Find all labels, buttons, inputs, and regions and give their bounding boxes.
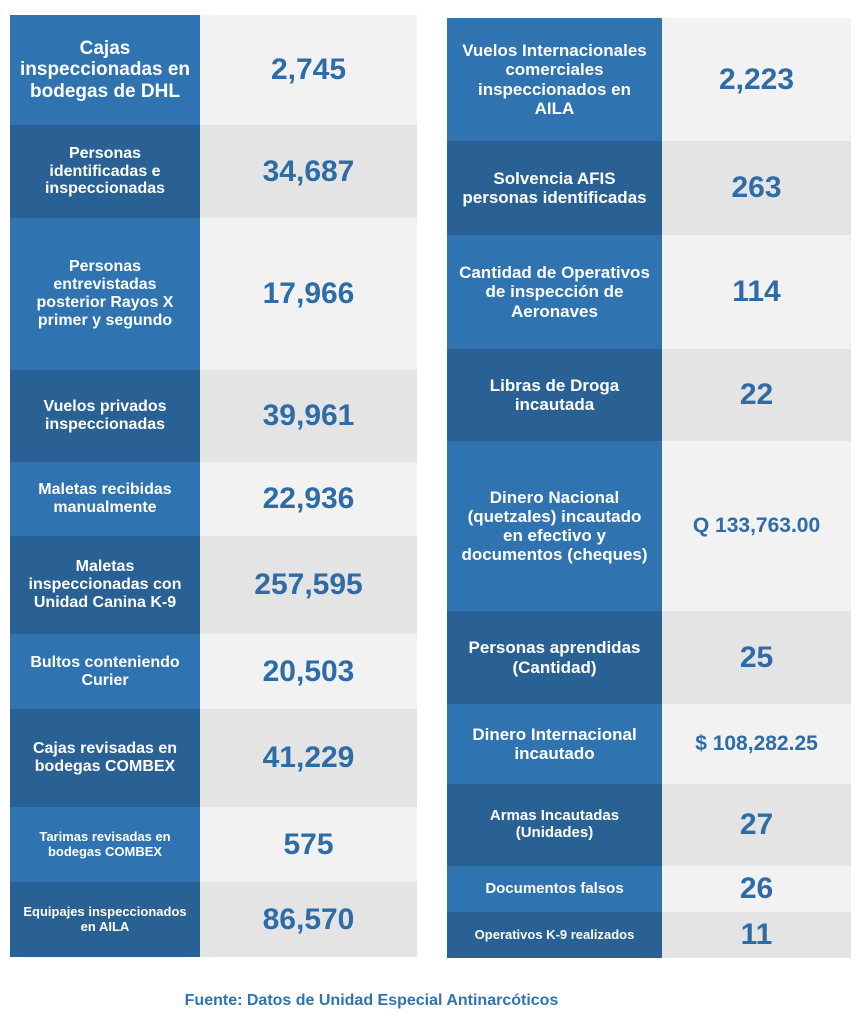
source-footnote: Fuente: Datos de Unidad Especial Antinarcóticos	[184, 992, 559, 1009]
right-stats-table	[447, 18, 851, 958]
stat-value: 25	[662, 611, 851, 704]
stat-label: Documentos falsos	[447, 866, 662, 912]
stat-row	[10, 370, 417, 462]
stat-label: Cantidad de Operativos de inspección de Aeronaves	[447, 235, 662, 349]
stat-value: 17,966	[200, 218, 417, 370]
stat-row	[10, 536, 417, 634]
stat-value: 114	[662, 235, 851, 349]
stat-value: 2,745	[200, 15, 417, 125]
stat-label: Personas identificadas e inspeccionadas	[10, 125, 200, 218]
stat-value: $ 108,282.25	[662, 704, 851, 784]
stat-row	[10, 462, 417, 536]
stat-value: 20,503	[200, 634, 417, 709]
stat-label: Armas Incautadas (Unidades)	[447, 784, 662, 866]
stat-value: 575	[200, 807, 417, 882]
stat-row	[447, 912, 851, 958]
stat-row	[10, 634, 417, 709]
stat-row	[447, 784, 851, 866]
stat-label: Bultos conteniendo Curier	[10, 634, 200, 709]
stat-label: Libras de Droga incautada	[447, 349, 662, 441]
stat-label: Equipajes inspeccionados en AILA	[10, 882, 200, 957]
stat-value: Q 133,763.00	[662, 441, 851, 611]
stat-value: 22,936	[200, 462, 417, 536]
stat-row	[10, 15, 417, 125]
stat-row	[10, 807, 417, 882]
left-stats-table	[10, 15, 417, 957]
stat-row	[447, 611, 851, 704]
stat-label: Cajas inspeccionadas en bodegas de DHL	[10, 15, 200, 125]
stat-label: Maletas recibidas manualmente	[10, 462, 200, 536]
stat-label: Personas entrevistadas posterior Rayos X primer y segundo	[10, 218, 200, 370]
stat-label: Solvencia AFIS personas identificadas	[447, 141, 662, 235]
stat-value: 2,223	[662, 18, 851, 141]
stat-label: Cajas revisadas en bodegas COMBEX	[10, 709, 200, 807]
stat-row	[447, 141, 851, 235]
stat-row	[10, 218, 417, 370]
stat-label: Personas aprendidas (Cantidad)	[447, 611, 662, 704]
stat-row	[447, 866, 851, 912]
stat-value: 257,595	[200, 536, 417, 634]
stat-label: Dinero Internacional incautado	[447, 704, 662, 784]
stat-row	[447, 704, 851, 784]
stat-row	[10, 709, 417, 807]
stat-label: Tarimas revisadas en bodegas COMBEX	[10, 807, 200, 882]
stat-row	[447, 18, 851, 141]
stat-value: 26	[662, 866, 851, 912]
stat-label: Maletas inspeccionadas con Unidad Canina K-9	[10, 536, 200, 634]
stat-value: 27	[662, 784, 851, 866]
stat-label: Operativos K-9 realizados	[447, 912, 662, 958]
stat-value: 263	[662, 141, 851, 235]
stat-value: 41,229	[200, 709, 417, 807]
stat-label: Vuelos Internacionales comerciales inspeccionados en AILA	[447, 18, 662, 141]
stat-value: 39,961	[200, 370, 417, 462]
stat-row	[447, 441, 851, 611]
stat-row	[447, 235, 851, 349]
stat-value: 22	[662, 349, 851, 441]
stat-row	[10, 882, 417, 957]
stat-row	[10, 125, 417, 218]
stat-label: Dinero Nacional (quetzales) incautado en efectivo y documentos (cheques)	[447, 441, 662, 611]
stat-row	[447, 349, 851, 441]
stat-value: 34,687	[200, 125, 417, 218]
stat-value: 11	[662, 912, 851, 958]
stat-value: 86,570	[200, 882, 417, 957]
stat-label: Vuelos privados inspeccionadas	[10, 370, 200, 462]
